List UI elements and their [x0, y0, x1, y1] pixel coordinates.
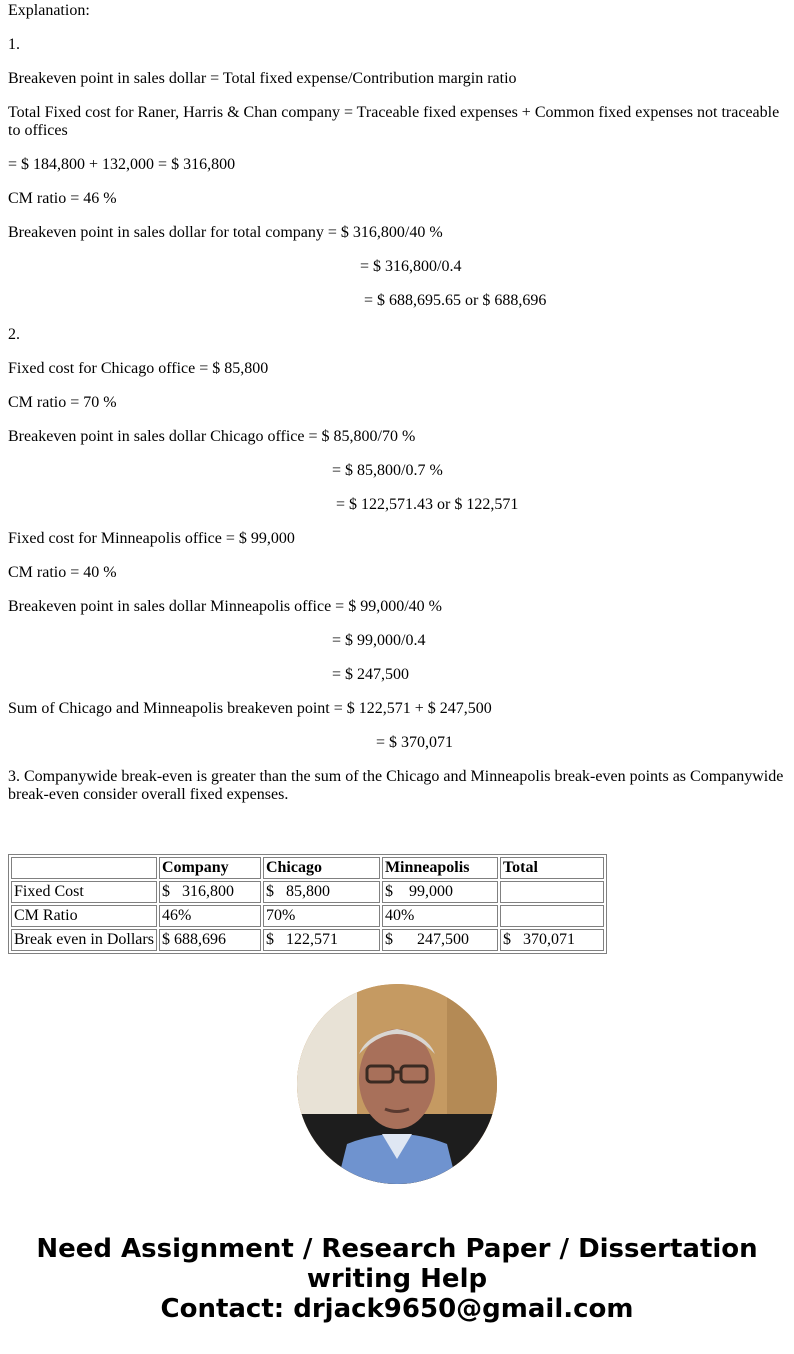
person-portrait-icon — [297, 984, 497, 1184]
table-cell: Fixed Cost — [11, 881, 157, 903]
author-avatar — [297, 984, 497, 1184]
banner-line-2: writing Help — [306, 1264, 488, 1294]
table-header-row — [11, 857, 604, 879]
table-cell: 40% — [382, 905, 498, 927]
company-bep-formula: Breakeven point in sales dollar for total company = $ 316,800/40 % — [8, 224, 443, 241]
company-cm-ratio: CM ratio = 46 % — [8, 190, 117, 207]
table-cell: CM Ratio — [11, 905, 157, 927]
table-header-cell — [11, 857, 157, 879]
part2-number: 2. — [8, 326, 20, 343]
table-cell: $ 316,800 — [159, 881, 261, 903]
table-cell — [500, 905, 604, 927]
company-bep-step2: = $ 688,695.65 or $ 688,696 — [364, 292, 547, 309]
total-fixed-cost-calc: = $ 184,800 + 132,000 = $ 316,800 — [8, 156, 236, 173]
part1-number: 1. — [8, 36, 20, 53]
chicago-bep-formula: Breakeven point in sales dollar Chicago office = $ 85,800/70 % — [8, 428, 416, 445]
table-cell: $ 370,071 — [500, 929, 604, 951]
table-header-cell: Total — [500, 857, 604, 879]
table-cell: 70% — [263, 905, 380, 927]
company-bep-step1: = $ 316,800/0.4 — [360, 258, 462, 275]
minneapolis-cm-ratio: CM ratio = 40 % — [8, 564, 117, 581]
table-cell: $ 85,800 — [263, 881, 380, 903]
table-cell: $ 247,500 — [382, 929, 498, 951]
table-cell: $ 688,696 — [159, 929, 261, 951]
banner-line-1: Need Assignment / Research Paper / Dissertation — [36, 1234, 758, 1264]
contact-banner — [0, 1234, 794, 1324]
table-row — [11, 929, 604, 951]
minneapolis-bep-step1: = $ 99,000/0.4 — [332, 632, 426, 649]
chicago-fixed-cost: Fixed cost for Chicago office = $ 85,800 — [8, 360, 269, 377]
table-cell: Break even in Dollars — [11, 929, 157, 951]
summary-table — [8, 854, 607, 954]
minneapolis-fixed-cost: Fixed cost for Minneapolis office = $ 99,000 — [8, 530, 295, 547]
minneapolis-bep-step2: = $ 247,500 — [332, 666, 410, 683]
banner-contact-email: Contact: drjack9650@gmail.com — [160, 1294, 634, 1324]
sum-breakeven-result: = $ 370,071 — [376, 734, 454, 751]
breakeven-formula: Breakeven point in sales dollar = Total fixed expense/Contribution margin ratio — [8, 70, 517, 87]
minneapolis-bep-formula: Breakeven point in sales dollar Minneapolis office = $ 99,000/40 % — [8, 598, 442, 615]
chicago-bep-step2: = $ 122,571.43 or $ 122,571 — [336, 496, 519, 513]
explanation-heading: Explanation: — [8, 2, 90, 19]
table-cell: $ 122,571 — [263, 929, 380, 951]
chicago-bep-step1: = $ 85,800/0.7 % — [332, 462, 443, 479]
table-header-cell: Minneapolis — [382, 857, 498, 879]
table-cell — [500, 881, 604, 903]
total-fixed-cost-text: Total Fixed cost for Raner, Harris & Chan company = Traceable fixed expenses + Common fixed expenses not traceable to offices — [8, 104, 784, 139]
table-row — [11, 905, 604, 927]
part3-conclusion: 3. Companywide break-even is greater than the sum of the Chicago and Minneapolis break-even points as Companywide break-even consider overall fixed expenses. — [8, 768, 788, 803]
table-cell: 46% — [159, 905, 261, 927]
table-header-cell: Company — [159, 857, 261, 879]
chicago-cm-ratio: CM ratio = 70 % — [8, 394, 117, 411]
sum-breakeven-formula: Sum of Chicago and Minneapolis breakeven point = $ 122,571 + $ 247,500 — [8, 700, 492, 717]
table-row — [11, 881, 604, 903]
table-cell: $ 99,000 — [382, 881, 498, 903]
table-header-cell: Chicago — [263, 857, 380, 879]
